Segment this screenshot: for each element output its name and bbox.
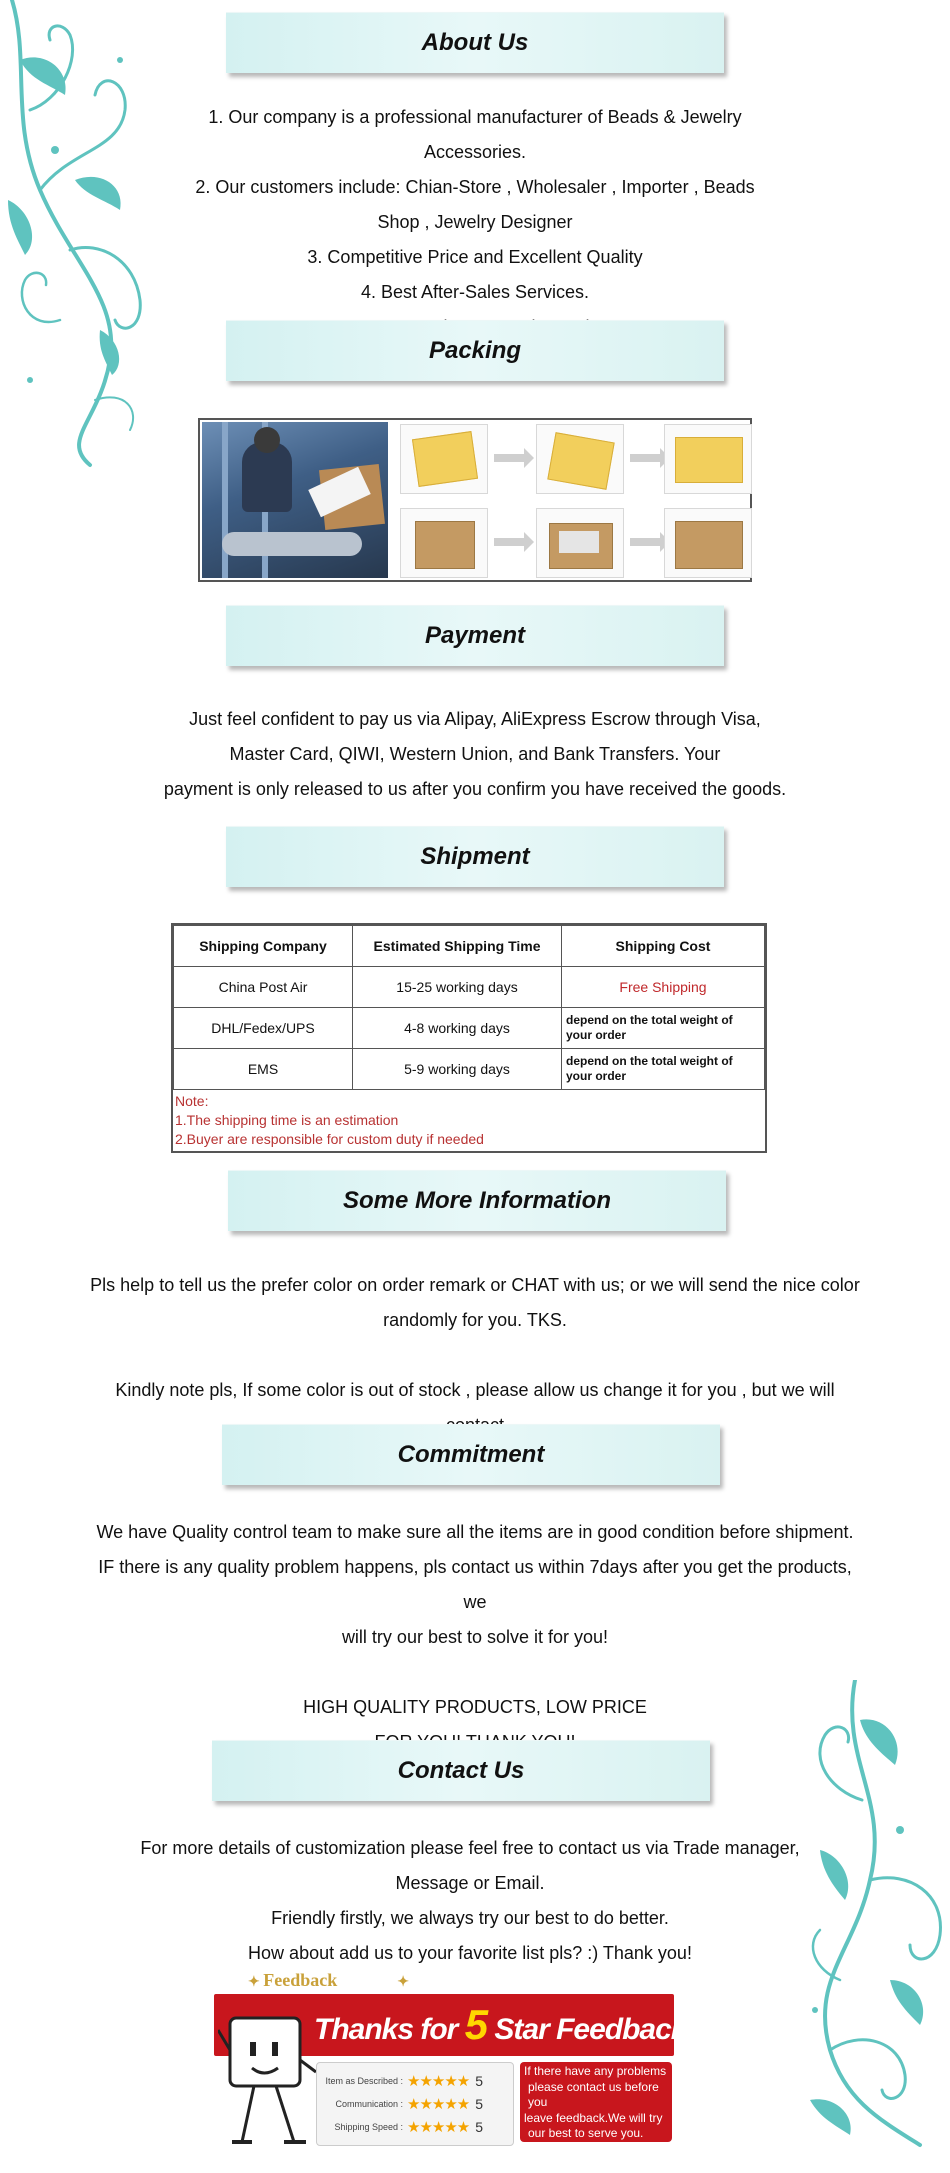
more-info-line: Kindly note pls, If some color is out of stock , please allow us change it for you , but we will xyxy=(115,1380,835,1400)
note-line: Note: xyxy=(175,1093,209,1109)
contact-line: Message or Email. xyxy=(395,1873,545,1893)
more-info-line: randomly for you. TKS. xyxy=(383,1310,567,1330)
message-line: our best to serve you. xyxy=(528,2126,644,2140)
feedback-headline: Thanks for 5 Star Feedback! xyxy=(314,2001,696,2048)
commitment-title: Commitment xyxy=(397,1441,545,1468)
arrow-icon xyxy=(494,538,524,546)
payment-line: Master Card, QIWI, Western Union, and Bank Transfers. Your xyxy=(229,744,721,764)
commitment-line: HIGH QUALITY PRODUCTS, LOW PRICE xyxy=(303,1697,647,1717)
contact-us-banner xyxy=(212,1740,710,1801)
shipping-notes xyxy=(173,1090,765,1151)
feedback-sparkle-icon: ✦ xyxy=(397,1975,409,1990)
more-info-title: Some More Information xyxy=(342,1187,612,1214)
note-line: 1.The shipping time is an estimation xyxy=(175,1112,399,1128)
contact-line: How about add us to your favorite list pls? :) Thank you! xyxy=(248,1943,692,1963)
arrow-icon xyxy=(630,454,660,462)
feedback-message xyxy=(520,2062,672,2171)
about-line: 1. Our company is a professional manufacturer of Beads & Jewelry Accessories. xyxy=(208,107,742,162)
table-cell: China Post Air xyxy=(174,967,353,1008)
table-cell: Free Shipping xyxy=(562,967,765,1008)
table-cell: EMS xyxy=(174,1049,353,1090)
table-cell: 4-8 working days xyxy=(353,1008,562,1049)
table-cell: depend on the total weight of your order xyxy=(562,1008,765,1049)
contact-us-text xyxy=(120,1831,820,1971)
table-cell: 15-25 working days xyxy=(353,967,562,1008)
rating-label: Item as Described : xyxy=(325,2076,403,2086)
payment-title: Payment xyxy=(424,622,526,649)
about-line: 3. Competitive Price and Excellent Quality xyxy=(307,247,643,267)
commitment-banner xyxy=(222,1424,720,1485)
feedback-label: ✦ Feedback ✦ xyxy=(248,1970,409,1990)
more-info-text xyxy=(90,1268,860,1443)
swirl-decoration-left xyxy=(0,0,160,470)
star-icon: ★★★★★ xyxy=(407,2096,470,2113)
shipment-title: Shipment xyxy=(420,843,530,870)
message-line: leave feedback.We will try xyxy=(524,2110,663,2125)
yellow-envelope-step-3 xyxy=(664,424,752,494)
note-line: 2.Buyer are responsible for custom duty if needed xyxy=(175,1131,484,1147)
more-info-line xyxy=(90,1338,860,1373)
about-us-banner xyxy=(226,12,724,73)
mascot-icon xyxy=(218,2010,318,2150)
table-row xyxy=(174,1049,765,1090)
yellow-envelope-step-2 xyxy=(536,424,624,494)
commitment-line: will try our best to solve it for you! xyxy=(341,1627,609,1647)
packing-title: Packing xyxy=(428,337,522,364)
about-us-title: About Us xyxy=(421,29,529,56)
payment-line: payment is only released to us after you confirm you have received the goods. xyxy=(163,779,787,799)
message-line: please contact us before you xyxy=(528,2079,659,2109)
payment-text xyxy=(160,702,790,807)
ratings-panel xyxy=(316,2062,514,2146)
commitment-line xyxy=(90,1655,860,1690)
contact-line: Friendly firstly, we always try our best to do better. xyxy=(271,1908,669,1928)
rating-label: Shipping Speed : xyxy=(334,2122,403,2132)
about-us-text xyxy=(160,100,790,345)
shipment-banner xyxy=(226,826,724,887)
contact-line: For more details of customization please feel free to contact us via Trade manager, xyxy=(140,1838,800,1858)
packing-image xyxy=(198,418,752,582)
table-header: Estimated Shipping Time xyxy=(353,926,562,967)
carton-box-step-3 xyxy=(664,508,752,578)
rating-row xyxy=(323,2071,507,2091)
payment-banner xyxy=(226,605,724,666)
message-line: Thank ou and best wishes! xyxy=(538,2141,638,2171)
table-cell: DHL/Fedex/UPS xyxy=(174,1008,353,1049)
table-cell: depend on the total weight of your order xyxy=(562,1049,765,1090)
contact-us-title: Contact Us xyxy=(397,1757,525,1784)
rating-label: Communication : xyxy=(335,2099,403,2109)
rating-score: 5 xyxy=(475,2096,484,2112)
payment-line: Just feel confident to pay us via Alipay, AliExpress Escrow through Visa, xyxy=(189,709,761,729)
yellow-envelope-step-1 xyxy=(400,424,488,494)
table-header: Shipping Cost xyxy=(562,926,765,967)
rating-row xyxy=(323,2117,507,2137)
commitment-text xyxy=(90,1515,860,1760)
feedback-banner xyxy=(212,1970,712,2171)
arrow-icon xyxy=(494,454,524,462)
arrow-icon xyxy=(630,538,660,546)
message-line: If there have any problems xyxy=(524,2064,667,2078)
carton-box-step-1 xyxy=(400,508,488,578)
more-info-banner xyxy=(228,1170,726,1231)
table-cell: 5-9 working days xyxy=(353,1049,562,1090)
rating-score: 5 xyxy=(475,2073,484,2089)
more-info-line: Pls help to tell us the prefer color on order remark or CHAT with us; or we will send the nice color xyxy=(90,1275,860,1295)
table-row xyxy=(174,967,765,1008)
table-row xyxy=(174,1008,765,1049)
carton-box-step-2 xyxy=(536,508,624,578)
star-icon: ★★★★★ xyxy=(407,2073,470,2090)
rating-row xyxy=(323,2094,507,2114)
packing-banner xyxy=(226,320,724,381)
rating-score: 5 xyxy=(475,2119,484,2135)
commitment-line: IF there is any quality problem happens, pls contact us within 7days after you get the products, we xyxy=(98,1557,852,1612)
about-line: 4. Best After-Sales Services. xyxy=(360,282,590,302)
star-icon: ★★★★★ xyxy=(407,2119,470,2136)
packing-worker-photo xyxy=(202,422,388,578)
shipping-table xyxy=(171,923,767,1153)
feedback-sparkle-icon: ✦ xyxy=(248,1975,264,1990)
table-header: Shipping Company xyxy=(174,926,353,967)
commitment-line: We have Quality control team to make sure all the items are in good condition before shipment. xyxy=(96,1522,854,1542)
about-line: 2. Our customers include: Chian-Store , Wholesaler , Importer , Beads xyxy=(195,177,755,197)
about-line: Shop , Jewelry Designer xyxy=(377,212,573,232)
